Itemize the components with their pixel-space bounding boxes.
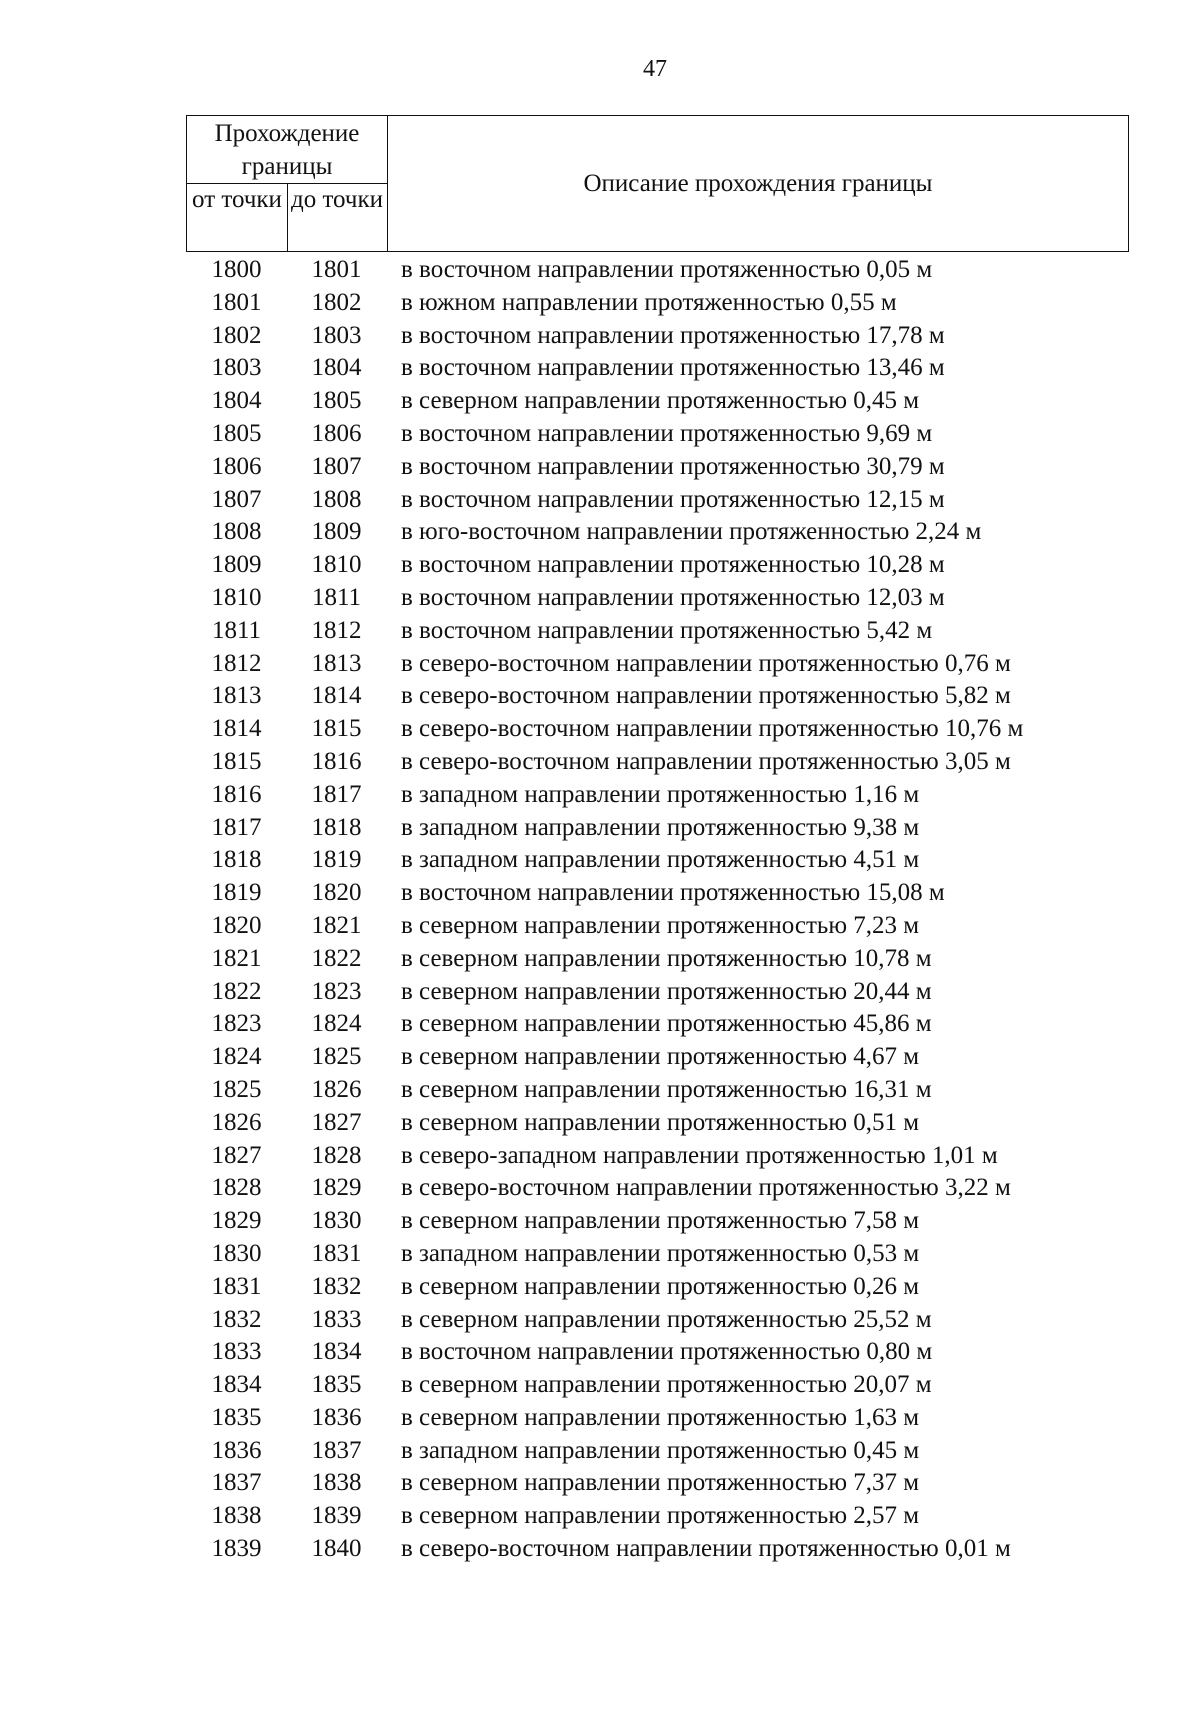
table-row — [186, 746, 1129, 779]
from-point-cell: 1810 — [211, 583, 262, 611]
description-cell: в восточном направлении протяженностью 12,15 м — [401, 485, 945, 513]
page-number: 47 — [643, 56, 667, 82]
from-point-cell: 1835 — [211, 1403, 262, 1431]
from-point-cell: 1812 — [211, 649, 262, 677]
to-point-cell: 1822 — [311, 944, 362, 972]
description-cell: в южном направлении протяженностью 0,55 м — [401, 288, 897, 316]
to-point-cell: 1826 — [311, 1075, 362, 1103]
table-row — [186, 1008, 1129, 1041]
to-point-cell: 1824 — [311, 1010, 362, 1038]
table-row — [186, 1435, 1129, 1468]
description-cell: в северном направлении протяженностью 4,67 м — [401, 1043, 920, 1071]
description-cell: в восточном направлении протяженностью 10,28 м — [401, 551, 945, 579]
description-cell: в восточном направлении протяженностью 13,46 м — [401, 354, 945, 382]
to-point-cell: 1801 — [311, 256, 362, 283]
from-point-cell: 1805 — [211, 419, 262, 447]
table-row — [186, 1205, 1129, 1238]
from-point-cell: 1825 — [211, 1075, 262, 1103]
from-point-cell: 1820 — [211, 911, 262, 939]
from-point-cell: 1826 — [211, 1108, 262, 1136]
table-row — [186, 1500, 1129, 1533]
table-row — [186, 1271, 1129, 1304]
description-cell: в северном направлении протяженностью 7,37 м — [401, 1469, 920, 1497]
header-description: Описание прохождения границы — [583, 169, 933, 197]
to-point-cell: 1832 — [311, 1272, 362, 1300]
to-point-cell: 1810 — [311, 551, 362, 579]
description-cell: в западном направлении протяженностью 4,51 м — [401, 846, 920, 874]
table-header — [186, 115, 1129, 252]
description-cell: в северном направлении протяженностью 1,63 м — [401, 1403, 920, 1431]
to-point-cell: 1806 — [311, 419, 362, 447]
table-row — [186, 812, 1129, 845]
to-point-cell: 1815 — [311, 715, 362, 743]
to-point-cell: 1836 — [311, 1403, 362, 1431]
from-point-cell: 1838 — [211, 1502, 262, 1530]
table-row — [186, 648, 1129, 681]
table-row — [186, 615, 1129, 648]
table-row — [186, 943, 1129, 976]
to-point-cell: 1823 — [311, 977, 362, 1005]
table-row — [186, 976, 1129, 1009]
from-point-cell: 1830 — [211, 1239, 262, 1267]
to-point-cell: 1818 — [311, 813, 362, 841]
description-cell: в восточном направлении протяженностью 12,03 м — [401, 583, 945, 611]
to-point-cell: 1817 — [311, 780, 362, 808]
to-point-cell: 1830 — [311, 1207, 362, 1235]
to-point-cell: 1834 — [311, 1338, 362, 1366]
from-point-cell: 1833 — [211, 1338, 262, 1366]
from-point-cell: 1801 — [211, 288, 262, 316]
to-point-cell: 1803 — [311, 321, 362, 349]
from-point-cell: 1803 — [211, 354, 262, 382]
table-row — [186, 1074, 1129, 1107]
from-point-cell: 1832 — [211, 1305, 262, 1333]
description-cell: в северо-восточном направлении протяженностью 0,01 м — [401, 1535, 1011, 1563]
to-point-cell: 1838 — [311, 1469, 362, 1497]
description-cell: в восточном направлении протяженностью 0,80 м — [401, 1338, 933, 1366]
table-row — [186, 516, 1129, 549]
from-point-cell: 1823 — [211, 1010, 262, 1038]
table-row — [186, 1402, 1129, 1435]
from-point-cell: 1837 — [211, 1469, 262, 1497]
description-cell: в северо-восточном направлении протяженностью 0,76 м — [401, 649, 1011, 677]
table-row — [186, 385, 1129, 418]
description-cell: в северном направлении протяженностью 7,58 м — [401, 1207, 920, 1235]
from-point-cell: 1813 — [211, 682, 262, 710]
to-point-cell: 1819 — [311, 846, 362, 874]
table-row — [186, 1172, 1129, 1205]
to-point-cell: 1812 — [311, 616, 362, 644]
table-row — [186, 582, 1129, 615]
to-point-cell: 1820 — [311, 879, 362, 907]
description-cell: в северном направлении протяженностью 25,52 м — [401, 1305, 932, 1333]
description-cell: в северном направлении протяженностью 16,31 м — [401, 1075, 932, 1103]
description-cell: в северо-восточном направлении протяженностью 10,76 м — [401, 715, 1024, 743]
description-cell: в северном направлении протяженностью 0,45 м — [401, 387, 920, 415]
table-row — [186, 1467, 1129, 1500]
description-cell: в западном направлении протяженностью 9,38 м — [401, 813, 920, 841]
to-point-cell: 1833 — [311, 1305, 362, 1333]
from-point-cell: 1807 — [211, 485, 262, 513]
from-point-cell: 1814 — [211, 715, 262, 743]
description-cell: в северо-западном направлении протяженностью 1,01 м — [401, 1141, 998, 1169]
description-cell: в западном направлении протяженностью 0,53 м — [401, 1239, 920, 1267]
table-row — [186, 451, 1129, 484]
from-point-cell: 1815 — [211, 747, 262, 775]
description-cell: в северо-восточном направлении протяженностью 3,05 м — [401, 747, 1011, 775]
to-point-cell: 1816 — [311, 747, 362, 775]
header-passage: Прохождение границы — [187, 116, 388, 184]
description-cell: в юго-восточном направлении протяженностью 2,24 м — [401, 518, 982, 546]
table-row — [186, 287, 1129, 320]
to-point-cell: 1805 — [311, 387, 362, 415]
from-point-cell: 1818 — [211, 846, 262, 874]
to-point-cell: 1831 — [311, 1239, 362, 1267]
table-row — [186, 713, 1129, 746]
header-to-point: до точки — [287, 183, 388, 251]
description-cell: в западном направлении протяженностью 0,45 м — [401, 1436, 920, 1464]
table-row — [186, 779, 1129, 812]
from-point-cell: 1819 — [211, 879, 262, 907]
from-point-cell: 1827 — [211, 1141, 262, 1169]
to-point-cell: 1814 — [311, 682, 362, 710]
description-cell: в северном направлении протяженностью 0,26 м — [401, 1272, 920, 1300]
to-point-cell: 1837 — [311, 1436, 362, 1464]
to-point-cell: 1825 — [311, 1043, 362, 1071]
table-row — [186, 1140, 1129, 1173]
to-point-cell: 1835 — [311, 1371, 362, 1399]
from-point-cell: 1839 — [211, 1535, 262, 1563]
description-cell: в восточном направлении протяженностью 15,08 м — [401, 879, 945, 907]
table-row — [186, 1304, 1129, 1337]
from-point-cell: 1828 — [211, 1174, 262, 1202]
description-cell: в восточном направлении протяженностью 0,05 м — [401, 256, 933, 283]
from-point-cell: 1824 — [211, 1043, 262, 1071]
from-point-cell: 1808 — [211, 518, 262, 546]
table-row — [186, 1336, 1129, 1369]
description-cell: в северном направлении протяженностью 0,51 м — [401, 1108, 920, 1136]
to-point-cell: 1807 — [311, 452, 362, 480]
description-cell: в северном направлении протяженностью 45,86 м — [401, 1010, 932, 1038]
table-row — [186, 1107, 1129, 1140]
table-row — [186, 418, 1129, 451]
table-row — [186, 680, 1129, 713]
table-row — [186, 877, 1129, 910]
to-point-cell: 1829 — [311, 1174, 362, 1202]
table-row — [186, 1238, 1129, 1271]
to-point-cell: 1821 — [311, 911, 362, 939]
to-point-cell: 1839 — [311, 1502, 362, 1530]
to-point-cell: 1804 — [311, 354, 362, 382]
description-cell: в западном направлении протяженностью 1,16 м — [401, 780, 920, 808]
to-point-cell: 1827 — [311, 1108, 362, 1136]
from-point-cell: 1831 — [211, 1272, 262, 1300]
description-cell: в восточном направлении протяженностью 5,42 м — [401, 616, 933, 644]
from-point-cell: 1816 — [211, 780, 262, 808]
table-row — [186, 320, 1129, 353]
from-point-cell: 1800 — [211, 256, 262, 283]
from-point-cell: 1829 — [211, 1207, 262, 1235]
table-row — [186, 549, 1129, 582]
from-point-cell: 1822 — [211, 977, 262, 1005]
table-row — [186, 254, 1129, 287]
from-point-cell: 1802 — [211, 321, 262, 349]
header-from-point: от точки — [187, 183, 288, 251]
description-cell: в северном направлении протяженностью 10,78 м — [401, 944, 932, 972]
table-row — [186, 352, 1129, 385]
to-point-cell: 1809 — [311, 518, 362, 546]
description-cell: в северном направлении протяженностью 7,23 м — [401, 911, 920, 939]
to-point-cell: 1813 — [311, 649, 362, 677]
from-point-cell: 1811 — [211, 616, 262, 644]
description-cell: в северном направлении протяженностью 20,07 м — [401, 1371, 932, 1399]
from-point-cell: 1834 — [211, 1371, 262, 1399]
from-point-cell: 1804 — [211, 387, 262, 415]
from-point-cell: 1836 — [211, 1436, 262, 1464]
table-row — [186, 1041, 1129, 1074]
to-point-cell: 1802 — [311, 288, 362, 316]
from-point-cell: 1806 — [211, 452, 262, 480]
table-row — [186, 1369, 1129, 1402]
description-cell: в восточном направлении протяженностью 17,78 м — [401, 321, 945, 349]
to-point-cell: 1808 — [311, 485, 362, 513]
table-row — [186, 844, 1129, 877]
description-cell: в северном направлении протяженностью 20,44 м — [401, 977, 932, 1005]
table-row — [186, 484, 1129, 517]
table-row — [186, 1533, 1129, 1566]
from-point-cell: 1821 — [211, 944, 262, 972]
table-row — [186, 910, 1129, 943]
from-point-cell: 1817 — [211, 813, 262, 841]
description-cell: в северо-восточном направлении протяженностью 5,82 м — [401, 682, 1011, 710]
description-cell: в северном направлении протяженностью 2,57 м — [401, 1502, 920, 1530]
to-point-cell: 1811 — [311, 583, 362, 611]
description-cell: в восточном направлении протяженностью 30,79 м — [401, 452, 945, 480]
to-point-cell: 1840 — [311, 1535, 362, 1563]
table-body — [186, 254, 1129, 1566]
from-point-cell: 1809 — [211, 551, 262, 579]
to-point-cell: 1828 — [311, 1141, 362, 1169]
description-cell: в восточном направлении протяженностью 9,69 м — [401, 419, 933, 447]
description-cell: в северо-восточном направлении протяженностью 3,22 м — [401, 1174, 1011, 1202]
